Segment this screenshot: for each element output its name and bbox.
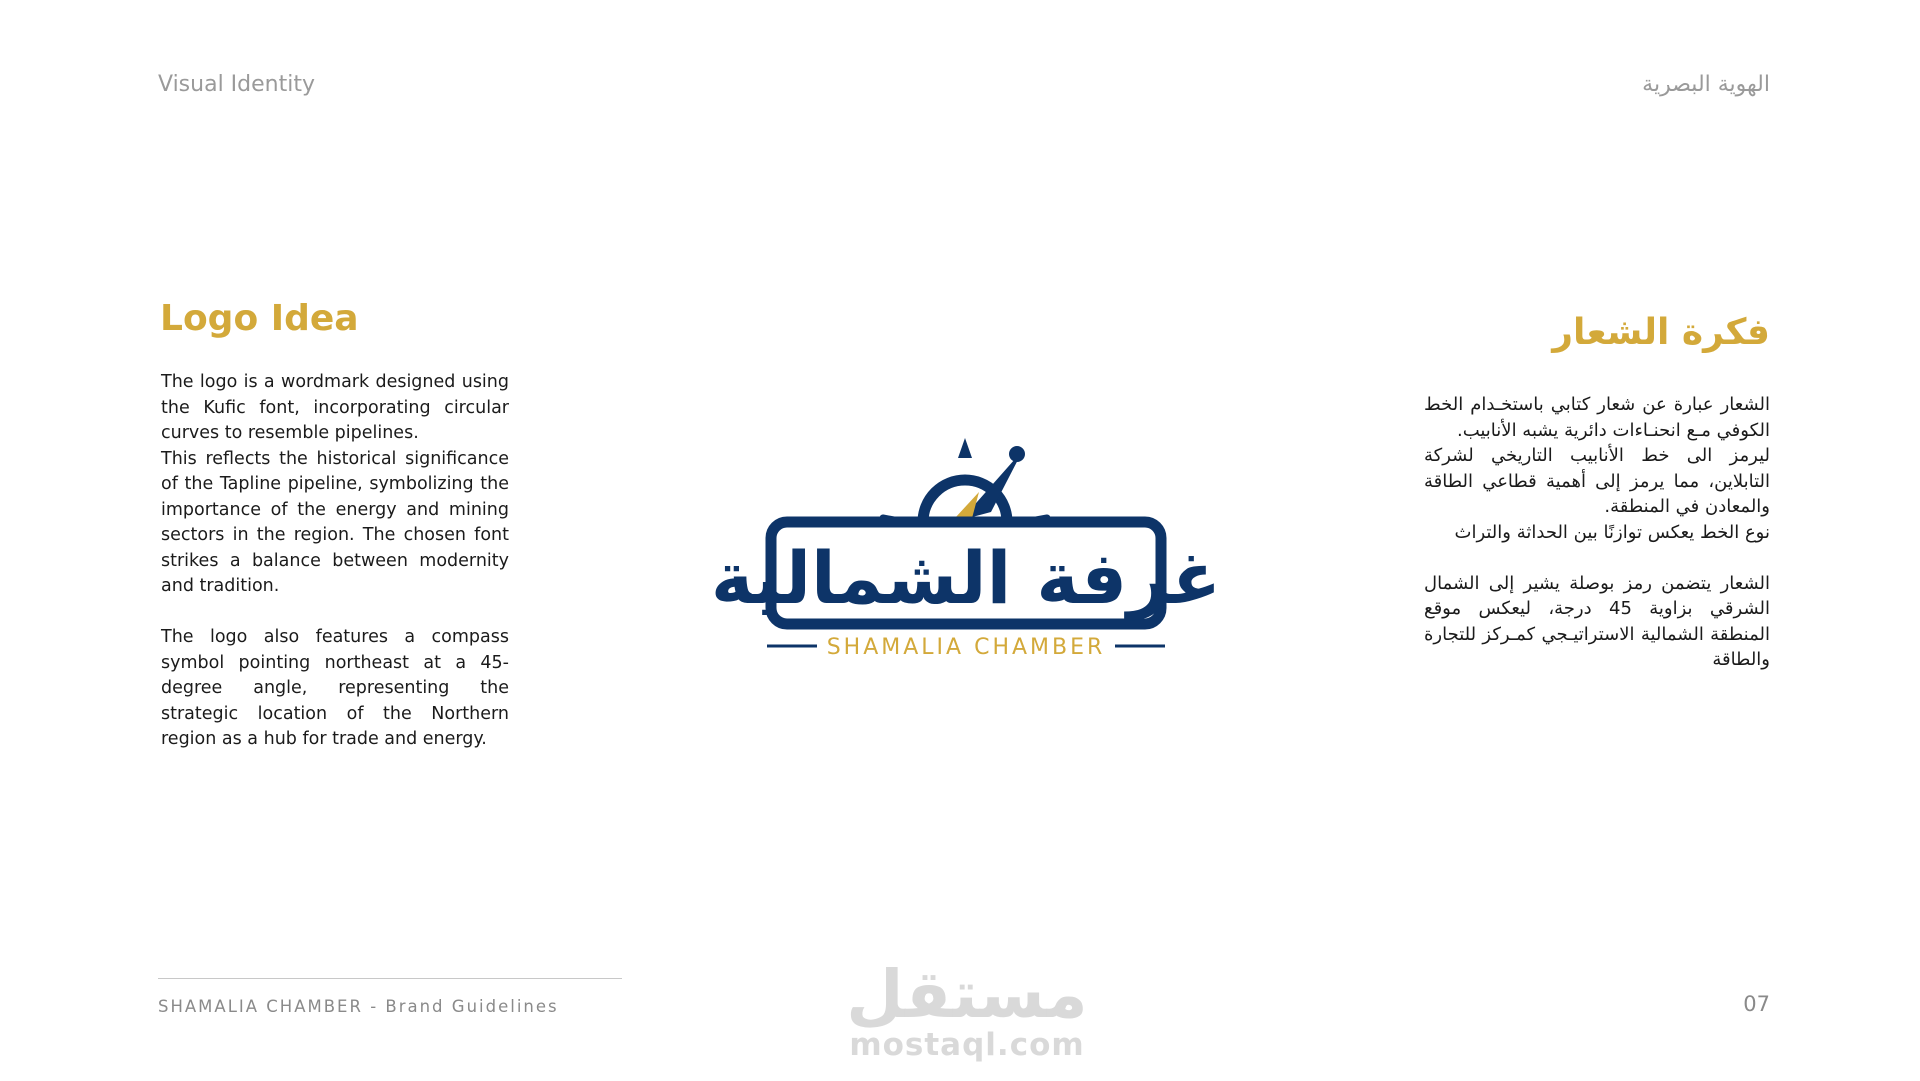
- logo-graphic: [710, 428, 1222, 660]
- en-paragraph-3: The logo also features a compass symbol pointing northeast at a 45-degree angle, representing the strategic location of the Northern region as a hub for trade and energy.: [161, 627, 509, 749]
- ar-paragraph-4: الشعار يتضمن رمز بوصلة يشير إلى الشمال الشرقي بزاوية 45 درجة، ليعكس موقع المنطقة الشمالية الاستراتيـجي كمـركز للتجارة والطاقة: [1424, 572, 1771, 670]
- logo-idea-text-en: [161, 370, 509, 753]
- compass-icon: [883, 438, 1047, 522]
- header-left-title: Visual Identity: [158, 72, 315, 97]
- watermark-arabic: مستقل: [846, 956, 1088, 1033]
- logo-idea-text-ar: [1424, 392, 1770, 673]
- logo-idea-title-ar: فكرة الشعار: [1552, 312, 1770, 353]
- ar-paragraph-3: نوع الخط يعكس توازنًا بين الحداثة والتراث: [1454, 521, 1770, 543]
- header-right-title: الهوية البصرية: [1642, 72, 1770, 97]
- watermark-english: mostaql.com: [849, 1027, 1085, 1063]
- page-number: 07: [1743, 992, 1770, 1016]
- footer-brand-guidelines: SHAMALIA CHAMBER - Brand Guidelines: [158, 997, 559, 1016]
- mostaql-watermark: [842, 956, 1092, 1063]
- logo-idea-title: Logo Idea: [160, 298, 359, 339]
- ar-paragraph-2: ليرمز الى خط الأنابيب التاريخي لشركة التابلاين، مما يرمز إلى أهمية قطاعي الطاقة والمعادن في المنطقة.: [1424, 445, 1770, 517]
- en-paragraph-2: This reflects the historical significance of the Tapline pipeline, symbolizing the importance of the energy and mining sectors in the region. The chosen font strikes a balance between modernity and tradition.: [161, 448, 509, 596]
- logo-arabic-wordmark: غرفة الشمالية: [710, 536, 1222, 620]
- shamalia-chamber-logo: [710, 428, 1222, 660]
- ar-paragraph-1: الشعار عبارة عن شعار كتابي باستخـدام الخط الكوفي مـع انحنـاءات دائرية يشبه الأنابيب.: [1424, 394, 1770, 441]
- footer-divider: [158, 978, 622, 979]
- logo-english-name: SHAMALIA CHAMBER: [826, 635, 1106, 660]
- en-paragraph-1: The logo is a wordmark designed using the Kufic font, incorporating circular curves to resemble pipelines.: [161, 372, 509, 443]
